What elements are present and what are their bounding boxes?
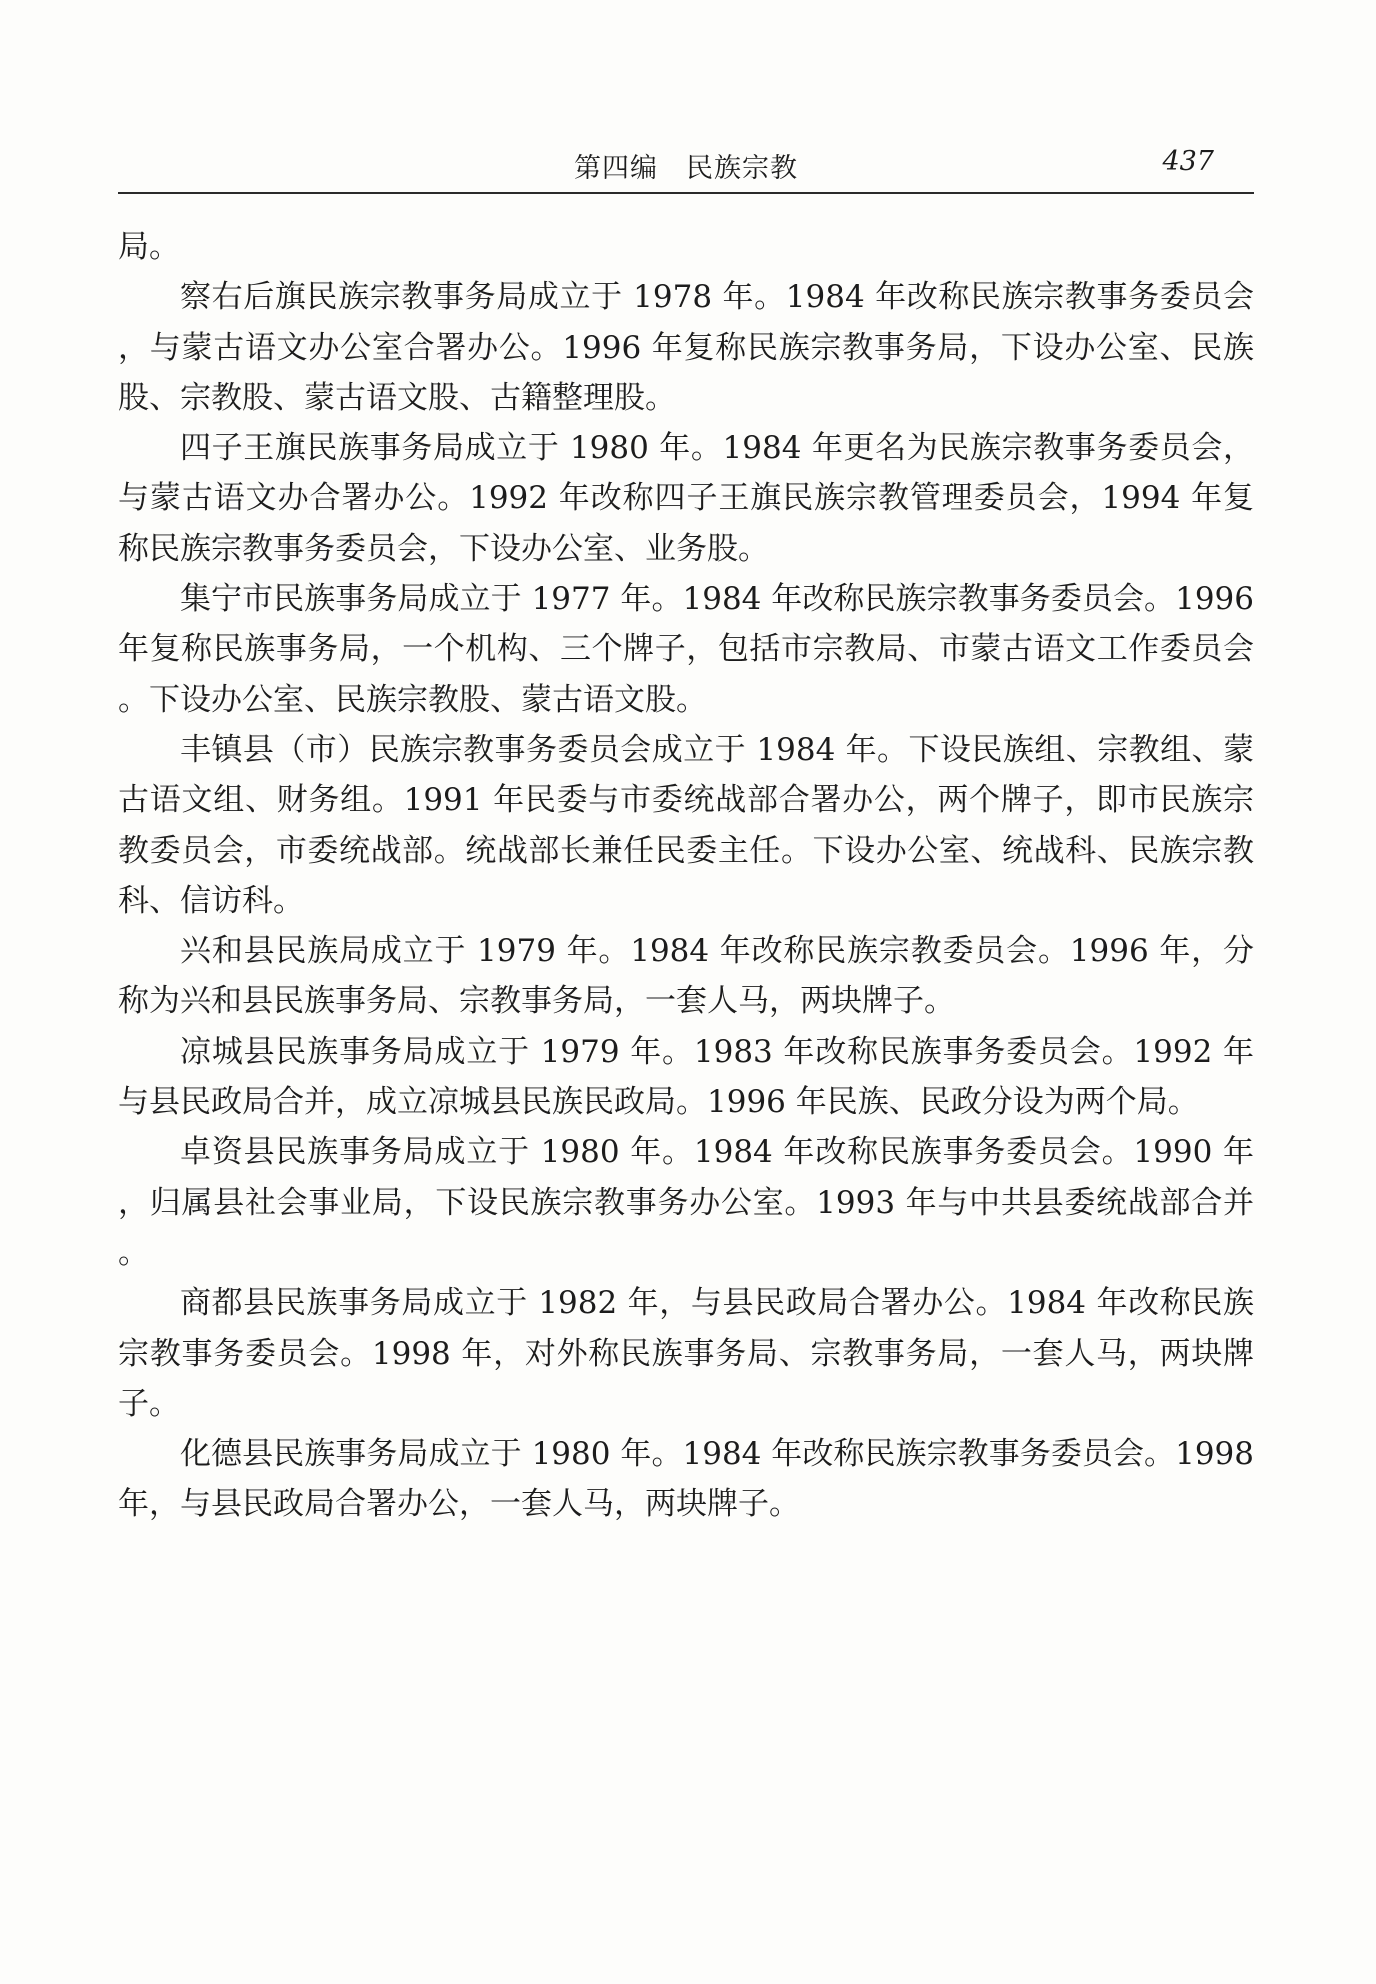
paragraph-siziwangqi: 四子王旗民族事务局成立于 1980 年。1984 年更名为民族宗教事务委员会，与蒙古语文办合署办公。1992 年改称四子王旗民族宗教管理委员会，1994 年复称民族宗教事务委员会，下设办公室、业务股。 — [118, 430, 1254, 567]
running-header — [118, 142, 1254, 186]
running-header-title — [118, 146, 1254, 185]
paragraph-huade: 化德县民族事务局成立于 1980 年。1984 年改称民族宗教事务委员会。1998 年，与县民政局合署办公，一套人马，两块牌子。 — [118, 1436, 1254, 1523]
header-rule — [118, 192, 1254, 194]
header-section-label: 民族宗教 — [686, 153, 798, 184]
paragraph-jining: 集宁市民族事务局成立于 1977 年。1984 年改称民族宗教事务委员会。1996 年复称民族事务局，一个机构、三个牌子，包括市宗教局、市蒙古语文工作委员会。下设办公室、民族宗教股、蒙古语文股。 — [118, 581, 1254, 718]
paragraph-fengzhen: 丰镇县（市）民族宗教事务委员会成立于 1984 年。下设民族组、宗教组、蒙古语文组、财务组。1991 年民委与市委统战部合署办公，两个牌子，即市民族宗教委员会，市委统战部。统战部长兼任民委主任。下设办公室、统战科、民族宗教科、信访科。 — [118, 731, 1254, 919]
paragraph-chayouhouqi: 察右后旗民族宗教事务局成立于 1978 年。1984 年改称民族宗教事务委员会，与蒙古语文办公室合署办公。1996 年复称民族宗教事务局，下设办公室、民族股、宗教股、蒙古语文股、古籍整理股。 — [118, 279, 1254, 416]
paragraph-liangcheng: 凉城县民族事务局成立于 1979 年。1983 年改称民族事务委员会。1992 年与县民政局合并，成立凉城县民族民政局。1996 年民族、民政分设为两个局。 — [118, 1033, 1254, 1121]
page-number: 437 — [1162, 146, 1214, 177]
body-text — [118, 222, 1254, 1530]
header-part-label: 第四编 — [574, 153, 658, 184]
paragraph-shangdu: 商都县民族事务局成立于 1982 年，与县民政局合署办公。1984 年改称民族宗教事务委员会。1998 年，对外称民族事务局、宗教事务局，一套人马，两块牌子。 — [118, 1285, 1254, 1422]
paragraph-zhuozi: 卓资县民族事务局成立于 1980 年。1984 年改称民族事务委员会。1990 年，归属县社会事业局，下设民族宗教事务办公室。1993 年与中共县委统战部合并。 — [118, 1134, 1254, 1271]
paragraph-xinghe: 兴和县民族局成立于 1979 年。1984 年改称民族宗教委员会。1996 年，分称为兴和县民族事务局、宗教事务局，一套人马，两块牌子。 — [118, 933, 1254, 1020]
paragraph-continuation: 局。 — [118, 229, 180, 265]
